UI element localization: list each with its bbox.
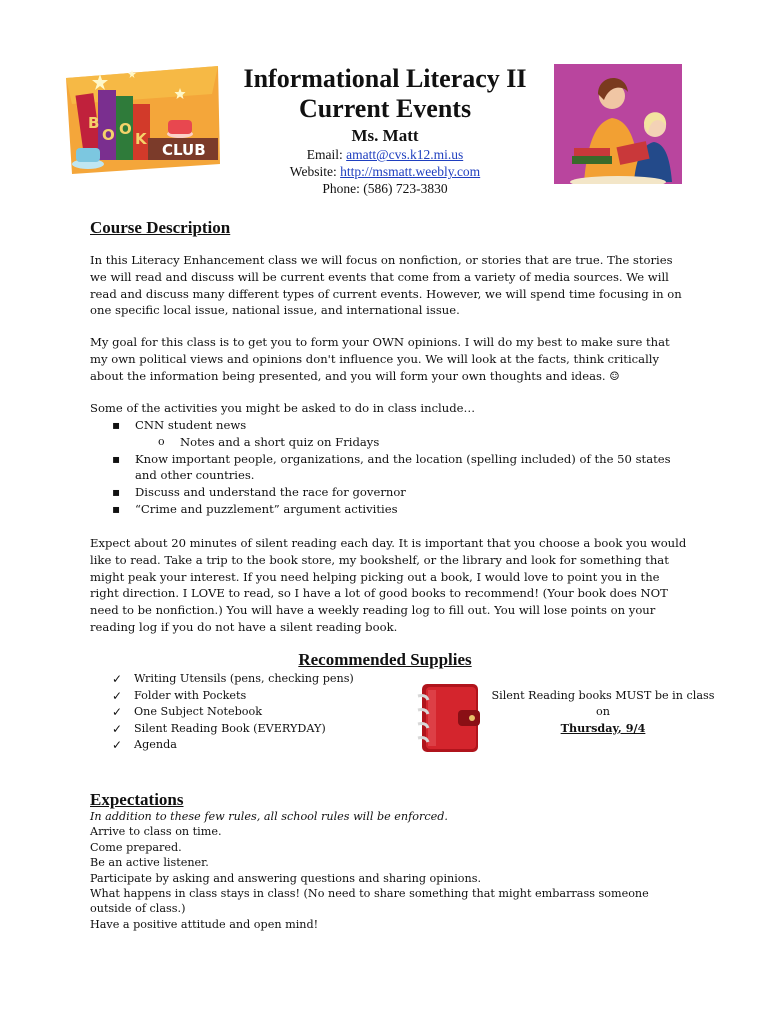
list-item: ✓ Folder with Pockets	[110, 688, 410, 705]
title-line-1: Informational Literacy II	[243, 64, 527, 93]
list-item: ✓ Silent Reading Book (EVERYDAY)	[110, 721, 410, 738]
course-description-heading: Course Description	[90, 218, 231, 237]
email-link[interactable]: amatt@cvs.k12.mi.us	[346, 147, 464, 162]
activities-list	[90, 417, 690, 518]
red-planner-icon	[414, 680, 484, 756]
list-item: ✓ Writing Utensils (pens, checking pens)	[110, 671, 410, 688]
teacher-reading-illustration	[554, 64, 682, 184]
list-item: o Notes and a short quiz on Fridays	[90, 434, 690, 451]
document-title	[200, 64, 570, 124]
logo-letter: O	[119, 120, 132, 138]
silent-reading-note	[488, 688, 718, 736]
list-item: Have a positive attitude and open mind!	[90, 917, 319, 931]
logo-letter: O	[102, 126, 115, 144]
expectations-intro: In addition to these few rules, all school rules will be enforced.	[90, 810, 448, 823]
website-link[interactable]: http://msmatt.weebly.com	[340, 164, 481, 179]
email-label: Email:	[306, 147, 343, 162]
list-item: ✓ One Subject Notebook	[110, 704, 410, 721]
silent-reading-paragraph: Expect about 20 minutes of silent reading each day. It is important that you choose a book you would like to read. Take a trip to the book store, my bookshelf, or the library and look for something that might peak your interest. If you need helping picking out a book, I would love to point you in the right direction. I LOVE to read, so I have a lot of good books to recommend! (Your book does NOT need to be nonfiction.) You will have a weekly reading log to fill out. You will lose points on your reading log if you do not have a silent reading book.	[90, 536, 687, 634]
note-text: Silent Reading books MUST be in class on	[491, 689, 715, 718]
list-item: ✓ Agenda	[110, 737, 410, 754]
list-item: ▪ Discuss and understand the race for governor	[90, 484, 690, 501]
list-item: Arrive to class on time.	[90, 825, 222, 839]
book-club-logo	[62, 64, 222, 179]
website-label: Website:	[289, 164, 337, 179]
list-item: Participate by asking and answering questions and sharing opinions.	[90, 871, 482, 885]
list-item: Be an active listener.	[90, 856, 209, 870]
expectations-heading: Expectations	[90, 790, 184, 809]
list-item: ▪ CNN student news	[90, 417, 690, 434]
supplies-heading: Recommended Supplies	[298, 650, 472, 669]
teacher-name: Ms. Matt	[351, 126, 419, 145]
list-item: ▪ “Crime and puzzlement” argument activities	[90, 501, 690, 518]
title-line-2: Current Events	[298, 94, 472, 123]
expectations-list	[90, 809, 690, 932]
note-date: Thursday, 9/4	[560, 721, 646, 735]
list-item: Come prepared.	[90, 840, 182, 854]
logo-letter: B	[88, 114, 100, 132]
activities-intro: Some of the activities you might be asked to do in class include…	[90, 401, 476, 415]
phone-number: Phone: (586) 723-3830	[322, 181, 448, 196]
logo-letter: K	[135, 130, 147, 148]
supplies-list	[110, 671, 410, 754]
list-item: ▪ Know important people, organizations, and the location (spelling included) of the 50 states and other countries.	[90, 451, 675, 485]
logo-club-text: CLUB	[162, 141, 206, 159]
course-paragraph-2: My goal for this class is to get you to form your OWN opinions. I will do my best to make sure that my own political views and opinions don't influence you. We will look at the facts, think critically about the information being presented, and you will form your own thoughts and ideas. ☺	[90, 335, 670, 383]
course-paragraph-1: In this Literacy Enhancement class we will focus on nonfiction, or stories that are true. The stories we will read and discuss will be current events that come from a variety of media sources. We will read and discuss many different types of current events. However, we will spend time focusing in on one specific local issue, national issue, and international issue.	[90, 253, 682, 318]
contact-block	[200, 146, 570, 197]
list-item: What happens in class stays in class! (No need to share something that might embarrass someone outside of class.)	[90, 887, 649, 916]
